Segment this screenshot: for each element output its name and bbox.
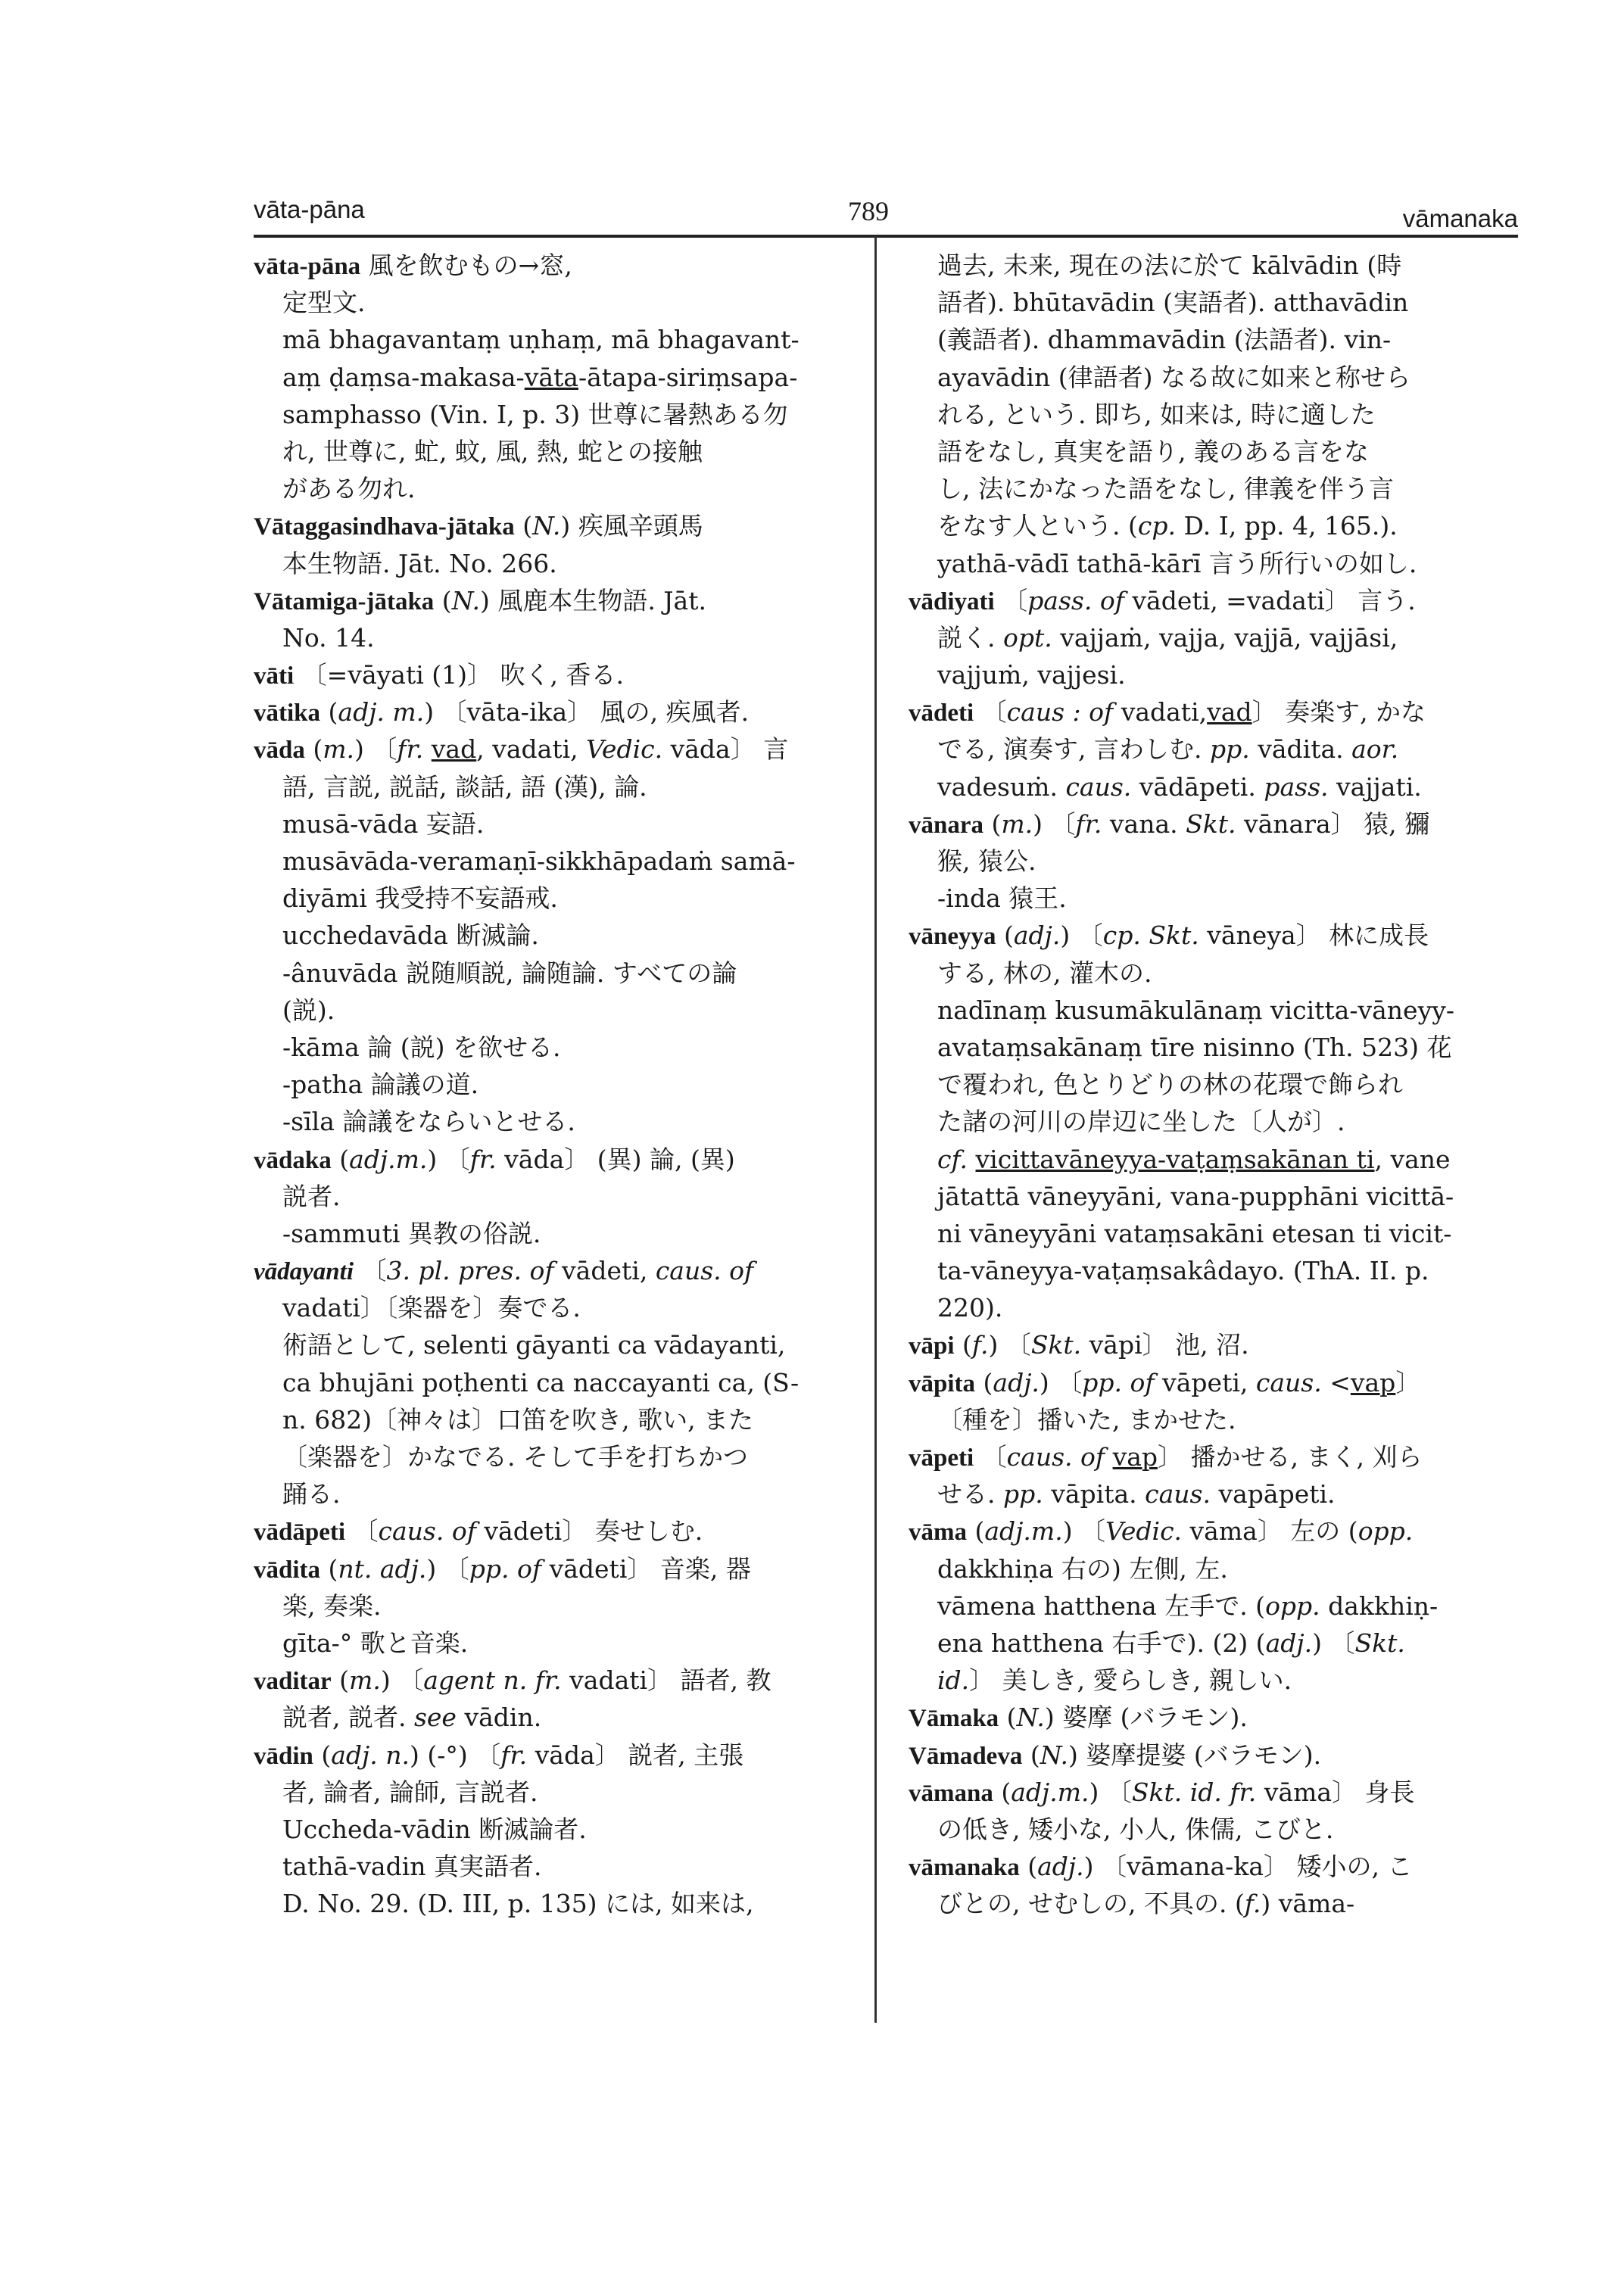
- right-column-line: id.〕 美しき, 愛らしき, 親しい.: [937, 1665, 1292, 1696]
- left-column-line: れ, 世尊に, 虻, 蚊, 風, 熱, 蛇との接触: [282, 436, 703, 466]
- left-column-line: vādin (adj. n.) (-°) 〔fr. vāda〕 説者, 主張: [254, 1740, 744, 1770]
- left-column-line: -patha 論議の道.: [282, 1070, 479, 1100]
- right-column-line: た諸の河川の岸辺に坐した〔人が〕.: [937, 1107, 1345, 1137]
- right-column-line: ni vāneyyāni vataṃsakāni etesan ti vicit-: [937, 1218, 1452, 1248]
- left-column-line: 踊る.: [282, 1479, 341, 1509]
- right-column-line: vānara (m.) 〔fr. vana. Skt. vānara〕 猿, 獼: [909, 808, 1430, 839]
- left-column-line: No. 14.: [282, 622, 375, 653]
- left-column-line: musāvāda-veramaṇī-sikkhāpadaṁ samā-: [282, 846, 796, 876]
- right-column-line: vāma (adj.m.) 〔Vedic. vāma〕 左の (opp.: [909, 1516, 1414, 1547]
- right-column-line: vajjuṁ, vajjesi.: [937, 660, 1126, 690]
- header-rule: [254, 235, 1518, 238]
- right-column-line: 猴, 猿公.: [937, 846, 1036, 876]
- right-column-line: vāmena hatthena 左手で. (opp. dakkhiṇ-: [937, 1590, 1439, 1621]
- header-left-guideword: vāta-pāna: [254, 195, 365, 223]
- right-column-line: ayavādin (律語者) なる故に如来と称せら: [937, 362, 1410, 392]
- right-column-line: vadesuṁ. caus. vādāpeti. pass. vajjati.: [937, 771, 1422, 802]
- right-column-line: ta-vāneyya-vaṭaṃsakâdayo. (ThA. II. p.: [937, 1256, 1429, 1286]
- right-column-line: vāpi (f.) 〔Skt. vāpi〕 池, 沼.: [909, 1330, 1249, 1360]
- right-column-line: せる. pp. vāpita. caus. vapāpeti.: [937, 1479, 1336, 1509]
- right-column-line: びとの, せむしの, 不具の. (f.) vāma-: [937, 1889, 1355, 1919]
- header-right-guideword: vāmanaka: [1402, 204, 1518, 232]
- right-column-line: でる, 演奏す, 言わしむ. pp. vādita. aor.: [937, 734, 1399, 765]
- right-column-line: (義語者). dhammavādin (法語者). vin-: [937, 325, 1392, 355]
- left-column-line: musā-vāda 妄語.: [282, 808, 485, 839]
- right-column-line: vāmanaka (adj.) 〔vāmana-ka〕 矮小の, こ: [909, 1852, 1413, 1882]
- right-column-line: vādiyati 〔pass. of vādeti, =vadati〕 言う.: [909, 585, 1416, 615]
- left-column-line: 定型文.: [282, 288, 366, 318]
- right-column-line: -inda 猿王.: [937, 883, 1067, 914]
- left-column-line: aṃ ḍaṃsa-makasa-vāta-ātapa-siriṃsapa-: [282, 362, 798, 392]
- right-column-line: で覆われ, 色とりどりの林の花環で飾られ: [937, 1070, 1403, 1100]
- left-column-line: 語, 言説, 説話, 談話, 語 (漢), 論.: [282, 771, 647, 802]
- right-column-line: し, 法にかなった語をなし, 律義を伴う言: [937, 474, 1394, 504]
- right-column-line: 220).: [937, 1293, 1003, 1323]
- right-column-line: vāpita (adj.) 〔pp. of vāpeti, caus. <vap〕: [909, 1367, 1421, 1397]
- left-column-line: vāta-pāna 風を飲むもの→窓,: [254, 251, 572, 280]
- right-column-line: 〔種を〕播いた, まかせた.: [937, 1404, 1236, 1435]
- left-column-line: (説).: [282, 995, 335, 1025]
- left-column-line: tathā-vadin 真実語者.: [282, 1852, 542, 1882]
- left-column: [254, 247, 859, 1922]
- left-column-line: D. No. 29. (D. III, p. 135) には, 如来は,: [282, 1889, 754, 1919]
- right-column-line: vādeti 〔caus : of vadati,vad〕 奏楽す, かな: [909, 697, 1426, 727]
- left-column-line: ca bhujāni poṭhenti ca naccayanti ca, (S-: [282, 1367, 800, 1397]
- left-column-line: n. 682)〔神々は〕口笛を吹き, 歌い, また: [282, 1404, 754, 1435]
- left-column-line: 〔楽器を〕かなでる. そして手を打ちかつ: [282, 1442, 748, 1472]
- left-column-line: Vātamiga-jātaka (N.) 風鹿本生物語. Jāt.: [254, 585, 706, 615]
- left-column-line: vādita (nt. adj.) 〔pp. of vādeti〕 音楽, 器: [254, 1553, 751, 1584]
- left-column-line: vaditar (m.) 〔agent n. fr. vadati〕 語者, 教: [254, 1665, 771, 1696]
- right-column-line: をなす人という. (cp. D. I, pp. 4, 165.).: [937, 511, 1398, 541]
- right-column-line: 語をなし, 真実を語り, 義のある言をな: [937, 436, 1369, 466]
- right-column-line: vāpeti 〔caus. of vap〕 播かせる, まく, 刈ら: [909, 1442, 1423, 1472]
- left-column-line: samphasso (Vin. I, p. 3) 世尊に暑熱ある勿: [282, 399, 788, 429]
- left-column-line: 術語として, selenti gāyanti ca vādayanti,: [282, 1330, 786, 1360]
- right-column-line: jātattā vāneyyāni, vana-pupphāni vicittā-: [937, 1181, 1454, 1211]
- left-column-line: vadati〕〔楽器を〕奏でる.: [282, 1293, 581, 1323]
- left-column-line: diyāmi 我受持不妄語戒.: [282, 883, 558, 914]
- left-column-line: mā bhagavantaṃ uṇhaṃ, mā bhagavant-: [282, 325, 800, 355]
- right-column-line: 説く. opt. vajjaṁ, vajja, vajjā, vajjāsi,: [937, 622, 1398, 653]
- right-column-line: yathā-vādī tathā-kārī 言う所行いの如し.: [937, 548, 1417, 578]
- right-column-line: れる, という. 即ち, 如来は, 時に適した: [937, 399, 1376, 429]
- right-column-line: 過去, 未来, 現在の法に於て kālvādin (時: [937, 251, 1402, 280]
- left-column-line: vādayanti 〔3. pl. pres. of vādeti, caus. of: [254, 1256, 754, 1286]
- right-column-line: する, 林の, 灌木の.: [937, 958, 1152, 988]
- left-column-line: gīta-° 歌と音楽.: [282, 1628, 469, 1658]
- left-column-line: 説者, 説者. see vādin.: [282, 1703, 542, 1733]
- right-column-line: nadīnaṃ kusumākulānaṃ vicitta-vāneyy-: [937, 995, 1455, 1025]
- right-column-line: vāneyya (adj.) 〔cp. Skt. vāneya〕 林に成長: [909, 921, 1429, 951]
- left-column-line: がある勿れ.: [282, 474, 416, 504]
- right-column: [909, 247, 1518, 1922]
- page-number: 789: [848, 196, 889, 226]
- right-column-line: Vāmaka (N.) 婆摩 (バラモン).: [909, 1703, 1248, 1733]
- left-column-line: 者, 論者, 論師, 言説者.: [282, 1777, 538, 1807]
- left-column-line: 本生物語. Jāt. No. 266.: [282, 548, 557, 578]
- left-column-line: 説者.: [282, 1181, 341, 1211]
- right-column-line: Vāmadeva (N.) 婆摩提婆 (バラモン).: [909, 1740, 1322, 1770]
- left-column-line: -kāma 論 (説) を欲せる.: [282, 1032, 561, 1062]
- left-column-line: vātika (adj. m.) 〔vāta-ika〕 風の, 疾風者.: [254, 697, 750, 727]
- left-column-line: -sīla 論議をならいとせる.: [282, 1107, 575, 1137]
- left-column-line: Uccheda-vādin 断滅論者.: [282, 1814, 587, 1844]
- right-column-line: dakkhiṇa 右の) 左側, 左.: [937, 1553, 1228, 1584]
- left-column-line: -sammuti 異教の俗説.: [282, 1218, 541, 1248]
- left-column-line: 楽, 奏楽.: [282, 1590, 382, 1621]
- left-column-line: Vātaggasindhava-jātaka (N.) 疾風辛頭馬: [254, 511, 703, 541]
- left-column-line: -ânuvāda 説随順説, 論随論. すべての論: [282, 958, 737, 988]
- right-column-line: avataṃsakānaṃ tīre nisinno (Th. 523) 花: [937, 1032, 1452, 1062]
- right-column-line: vāmana (adj.m.) 〔Skt. id. fr. vāma〕 身長: [909, 1777, 1415, 1807]
- left-column-line: vāda (m.) 〔fr. vad, vadati, Vedic. vāda〕 言: [254, 734, 789, 765]
- right-column-line: の低き, 矮小な, 小人, 侏儒, こびと.: [937, 1814, 1334, 1844]
- page-header: [254, 195, 1518, 241]
- right-column-line: 語者). bhūtavādin (実語者). atthavādin: [937, 288, 1409, 318]
- column-divider: [874, 236, 877, 2023]
- left-column-line: ucchedavāda 断滅論.: [282, 921, 539, 951]
- right-column-line: cf. vicittavāneyya-vaṭaṃsakānan ti, vane: [937, 1144, 1451, 1174]
- left-column-line: vādāpeti 〔caus. of vādeti〕 奏せしむ.: [254, 1516, 703, 1547]
- right-column-line: ena hatthena 右手で). (2) (adj.) 〔Skt.: [937, 1628, 1405, 1658]
- left-column-line: vāti 〔=vāyati (1)〕 吹く, 香る.: [254, 660, 624, 690]
- left-column-line: vādaka (adj.m.) 〔fr. vāda〕 (異) 論, (異): [254, 1144, 735, 1174]
